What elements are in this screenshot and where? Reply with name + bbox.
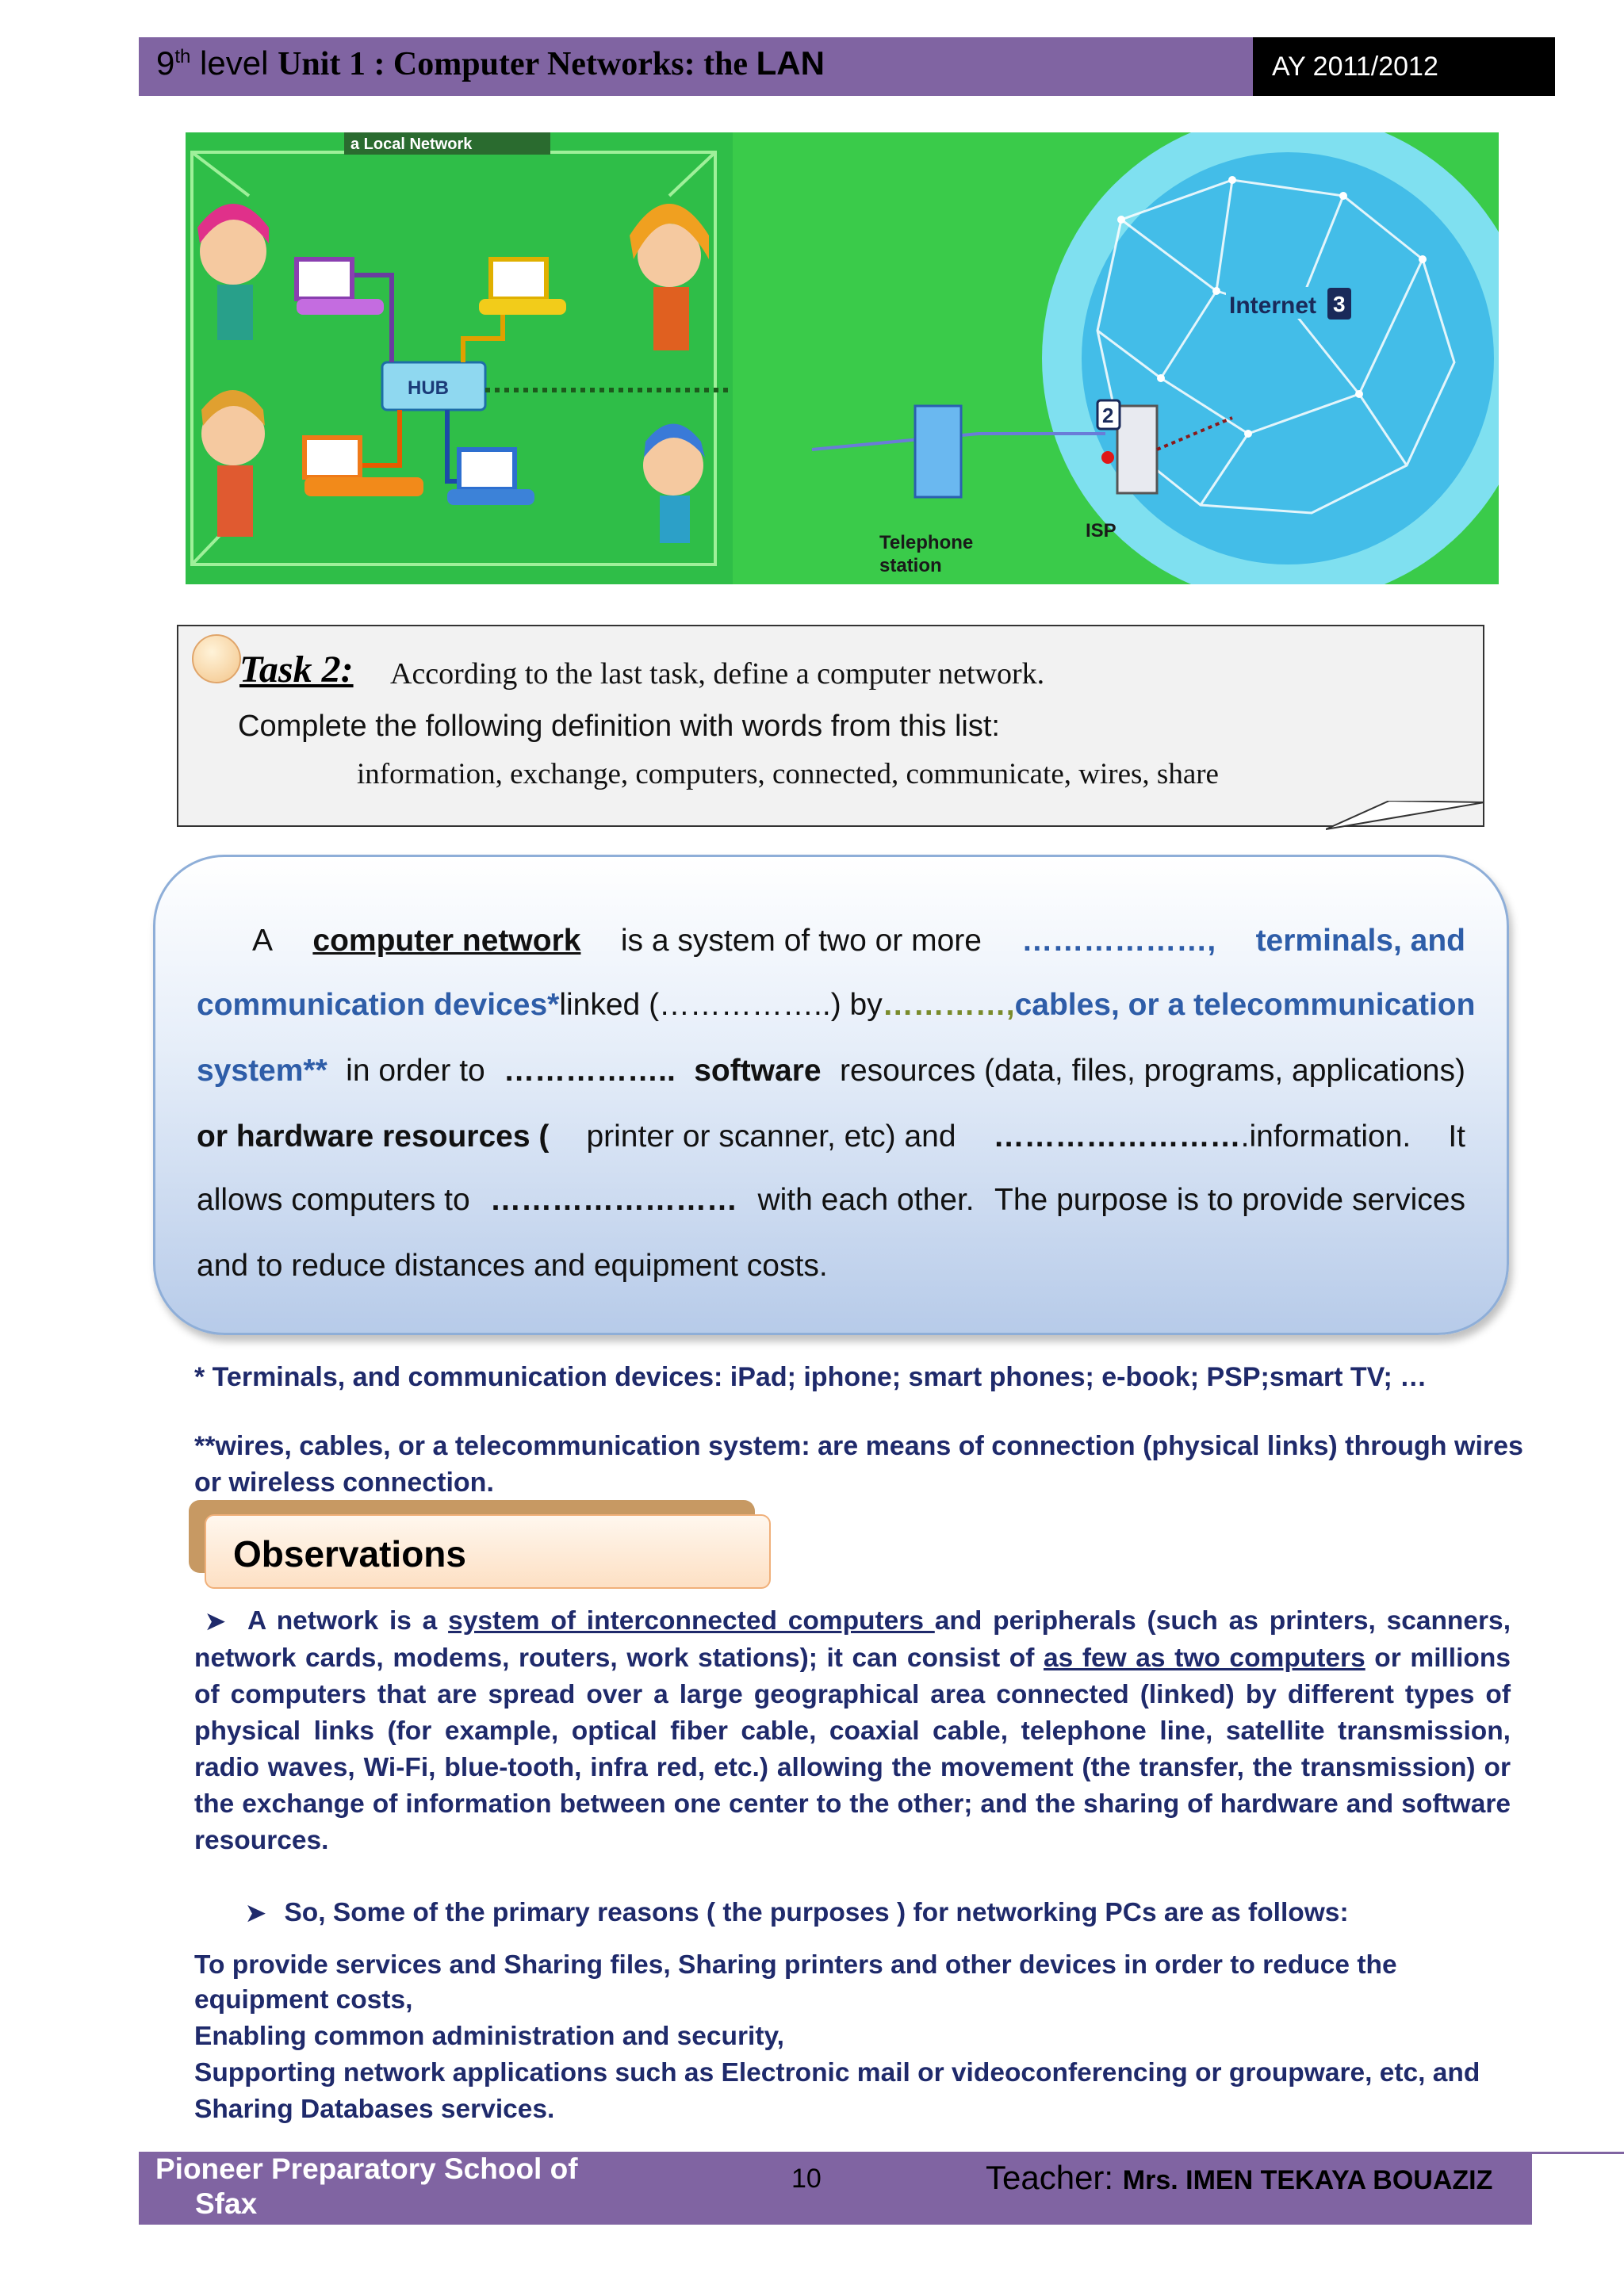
def-blank: ……………..: [504, 1054, 676, 1088]
note-wires-2: or wireless connection.: [194, 1468, 494, 1498]
def-text: linked (……………..) by: [559, 988, 883, 1022]
reason-4: Sharing Databases services.: [194, 2095, 555, 2124]
school-name: Pioneer Preparatory School of: [155, 2152, 578, 2185]
reason-3: Supporting network applications such as Electronic mail or videoconferencing or groupware, etc, and: [194, 2058, 1480, 2087]
arrow-bullet-icon: ➤: [246, 1900, 266, 1927]
academic-year: AY 2011/2012: [1253, 37, 1555, 96]
task-box-curl: [1326, 801, 1484, 832]
task-word-list: information, exchange, computers, connected, communicate, wires, share: [357, 758, 1219, 790]
teacher-name: Mrs. IMEN TEKAYA BOUAZIZ: [1122, 2165, 1493, 2195]
obs-text: So, Some of the primary reasons ( the purposes ) for networking PCs are as follows:: [284, 1898, 1349, 1927]
definition-line-6: and to reduce distances and equipment costs.: [197, 1249, 828, 1283]
def-blank: ……………………: [490, 1183, 738, 1217]
obs-text: A network is a: [247, 1606, 449, 1636]
reason-1-cont: equipment costs,: [194, 1985, 413, 2015]
task-label: Task 2:: [239, 649, 354, 691]
note-terminals: * Terminals, and communication devices: iPad; iphone; smart phones; e-book; PSP;smart TV; …: [194, 1362, 1427, 1392]
obs-text: and peripherals (such as printers, scanners, network cards, modems, routers, work stations); it can consist of: [194, 1606, 1511, 1673]
def-highlight: system**: [197, 1054, 327, 1088]
teacher-label: Teacher:: [986, 2159, 1123, 2196]
hub-label: HUB: [408, 377, 449, 399]
unit-lan: LAN: [756, 44, 825, 82]
reason-2: Enabling common administration and security,: [194, 2022, 784, 2051]
footer-teacher: [986, 2159, 1492, 2197]
def-text: resources (data, files, programs, applications): [839, 1054, 1465, 1088]
task-instruction: According to the last task, define a computer network.: [390, 657, 1045, 691]
note-wires-1: **wires, cables, or a telecommunication system: are means of connection (physical links) through wires: [194, 1431, 1523, 1461]
def-bold: software: [694, 1054, 822, 1088]
level-word: level: [190, 44, 278, 82]
reason-1: To provide services and Sharing files, Sharing printers and other devices in order to reduce the: [194, 1950, 1397, 1980]
internet-label: Internet: [1229, 293, 1317, 319]
smiley-icon: [192, 634, 241, 683]
def-blank: …………,: [882, 988, 1015, 1022]
def-text: with each other.: [757, 1183, 975, 1217]
def-bold: or hardware resources (: [197, 1119, 550, 1154]
num-2: 2: [1102, 404, 1114, 427]
def-text: is a system of two or more: [620, 924, 982, 958]
isp-label: ISP: [1086, 520, 1116, 541]
reasons-intro: [246, 1895, 1562, 1932]
def-text: printer or scanner, etc) and: [586, 1119, 956, 1154]
illus-caption: a Local Network: [350, 136, 473, 153]
def-highlight: terminals, and: [1255, 924, 1465, 958]
telephone-label-1: Telephone: [879, 532, 974, 553]
def-highlight: cables, or a telecommunication: [1014, 988, 1476, 1022]
obs-underlined: system of interconnected computers: [448, 1606, 935, 1636]
definition-line-4: [197, 1119, 1465, 1154]
page-number: 10: [791, 2164, 822, 2194]
header-title: [156, 44, 825, 83]
obs-underlined: as few as two computers: [1043, 1644, 1365, 1673]
def-text: A: [252, 924, 274, 958]
footer-rule: [1532, 2152, 1624, 2154]
footer-school: [155, 2152, 578, 2221]
observations-title: Observations: [233, 1533, 466, 1575]
observations-paragraph: [194, 1603, 1511, 1859]
definition-line-5: [197, 1183, 1465, 1218]
network-illustration: [186, 132, 1499, 584]
def-term: computer network: [312, 924, 581, 958]
def-blank: ……………………: [993, 1119, 1241, 1154]
task-subinstruction: Complete the following definition with words from this list:: [238, 710, 1000, 743]
definition-line-3: [197, 1054, 1465, 1089]
obs-text: or millions of computers that are spread over a large geographical area connected (linked) by different types of physical links (for example, optical fiber cable, coaxial cable, telephone line, satellite transmission, radio waves, Wi-Fi, blue-tooth, infra red, etc.) allowing the movement (the transfer, the transmission) or the exchange of information between one center to the other; and the sharing of hardware and software resources.: [194, 1644, 1511, 1855]
unit-title: Unit 1 : Computer Networks: the: [278, 46, 756, 82]
level-sup: th: [174, 46, 191, 67]
def-highlight: communication devices*: [197, 988, 560, 1022]
telephone-label-2: station: [879, 555, 942, 576]
arrow-bullet-icon: ➤: [205, 1609, 226, 1635]
def-text: .information.: [1240, 1119, 1411, 1154]
def-text: It: [1448, 1119, 1465, 1154]
def-blank: ………………,: [1021, 924, 1216, 958]
school-city: Sfax: [195, 2187, 258, 2220]
definition-line-1: [197, 924, 1465, 959]
def-text: allows computers to: [197, 1183, 470, 1217]
definition-line-2: [197, 988, 1476, 1023]
num-3: 3: [1333, 292, 1346, 316]
def-text: in order to: [346, 1054, 485, 1088]
level-number: 9: [156, 44, 175, 82]
def-text: The purpose is to provide services: [994, 1183, 1465, 1217]
